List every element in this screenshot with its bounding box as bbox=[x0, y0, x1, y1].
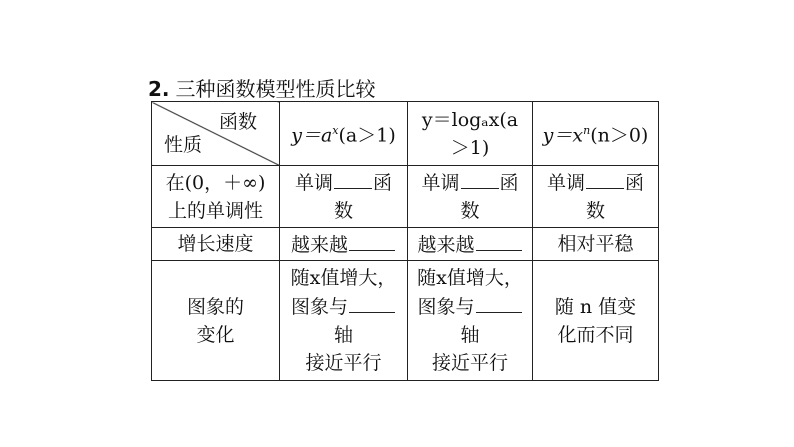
cell-graph-exp: 随x值增大， 图象与 轴 接近平行 bbox=[280, 261, 408, 381]
cell-monotonicity-exp: 单调 函 数 bbox=[280, 166, 408, 228]
fill-blank bbox=[334, 168, 372, 189]
row-label-growth-speed: 增长速度 bbox=[152, 228, 280, 261]
fill-blank bbox=[476, 230, 522, 251]
growth-speed-row bbox=[152, 228, 659, 261]
cell-growth-exp: 越来越 bbox=[280, 228, 408, 261]
corner-header-property: 性质 bbox=[164, 134, 203, 156]
cell-graph-log: 随x值增大， 图象与 轴 接近平行 bbox=[408, 261, 533, 381]
row-label-monotonicity: 在(0，＋∞) 上的单调性 bbox=[152, 166, 280, 228]
header-exponential: $y=a^x(a>1)$ bbox=[280, 102, 408, 166]
cell-graph-power: 随 n 值变 化而不同 bbox=[533, 261, 659, 381]
comparison-table bbox=[151, 101, 659, 381]
fill-blank bbox=[349, 230, 395, 251]
row-label-graph-change: 图象的 变化 bbox=[152, 261, 280, 381]
cell-growth-power: 相对平稳 bbox=[533, 228, 659, 261]
fill-blank bbox=[476, 292, 522, 313]
cell-monotonicity-log: 单调 函 数 bbox=[408, 166, 533, 228]
graph-change-row bbox=[152, 261, 659, 381]
corner-header-cell bbox=[152, 102, 280, 166]
section-title-text: 三种函数模型性质比较 bbox=[175, 77, 376, 101]
header-power: $y=x^n(n>0)$ bbox=[533, 102, 659, 166]
fill-blank bbox=[586, 168, 624, 189]
fill-blank bbox=[349, 292, 395, 313]
fill-blank bbox=[461, 168, 499, 189]
section-number: 2. bbox=[148, 77, 170, 101]
header-row bbox=[152, 102, 659, 166]
cell-monotonicity-power: 单调 函 数 bbox=[533, 166, 659, 228]
cell-growth-log: 越来越 bbox=[408, 228, 533, 261]
section-title bbox=[148, 77, 376, 101]
header-logarithmic: y＝logₐx(a ＞1) bbox=[408, 102, 533, 166]
corner-header-function: 函数 bbox=[218, 111, 257, 133]
monotonicity-row bbox=[152, 166, 659, 228]
